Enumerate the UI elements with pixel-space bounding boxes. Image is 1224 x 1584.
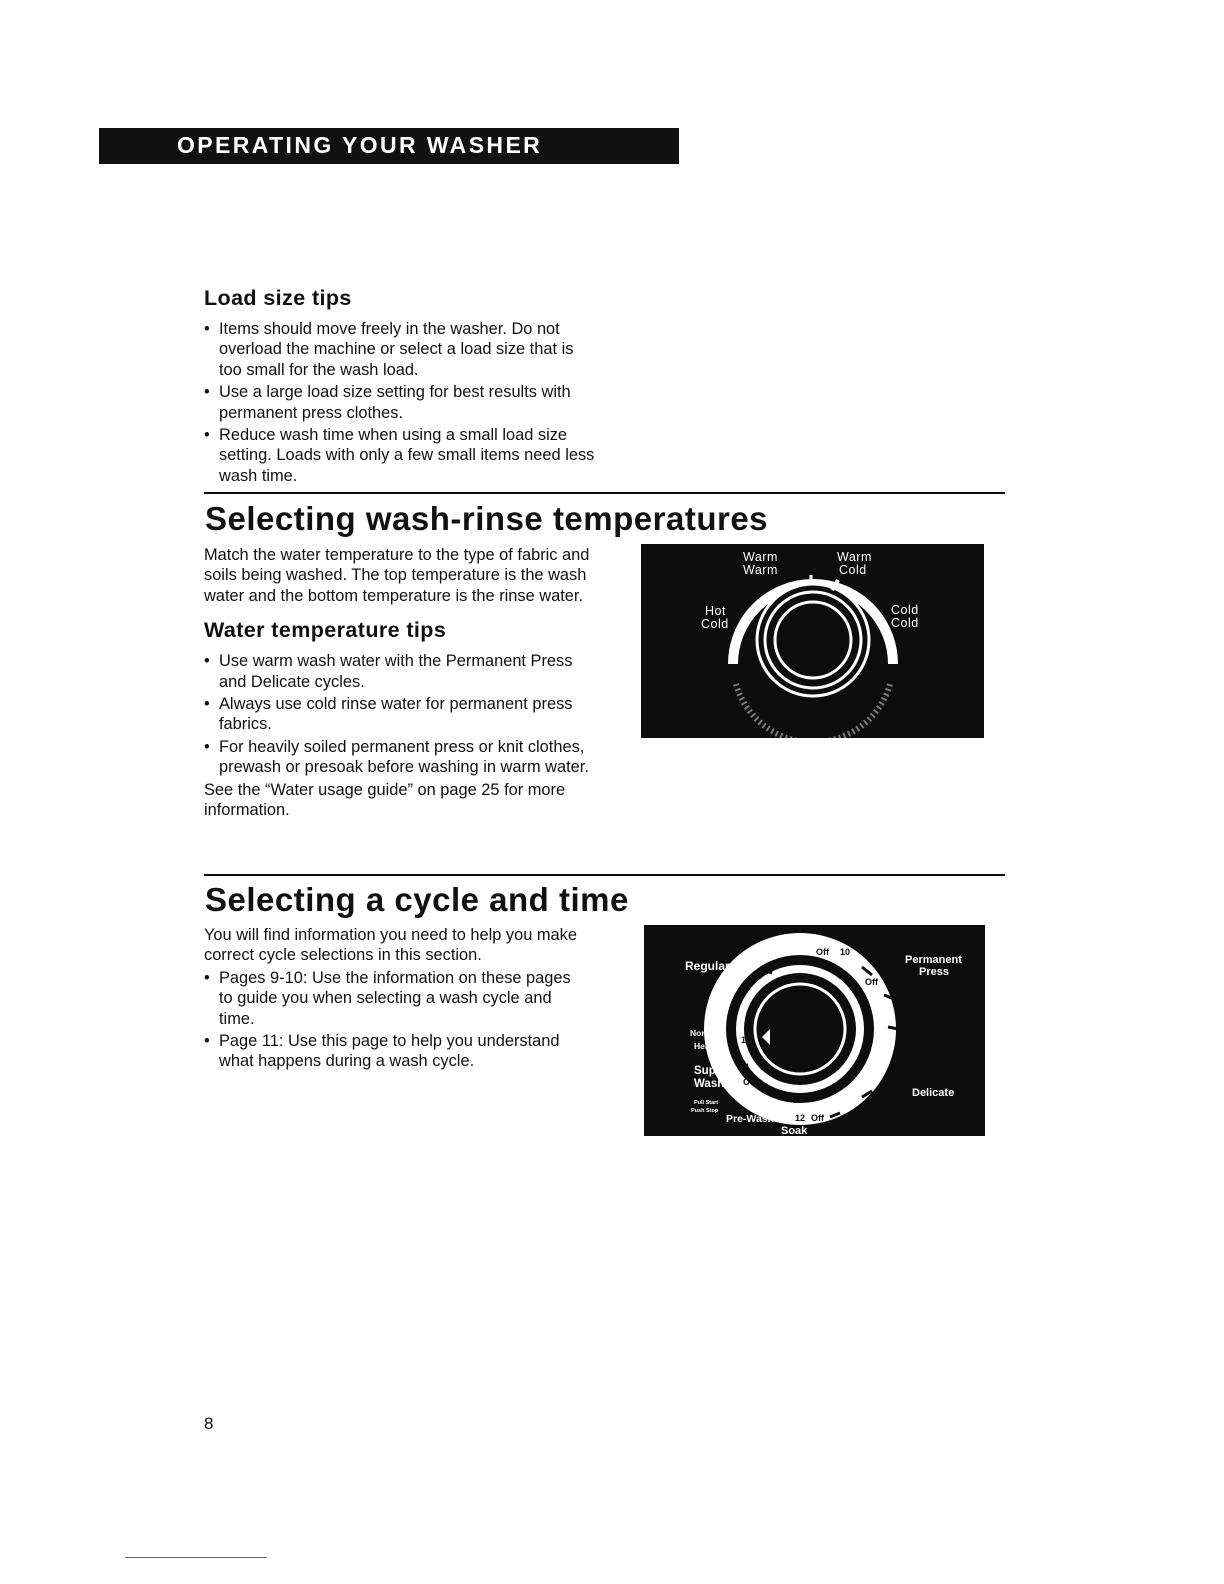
section-divider bbox=[204, 492, 1005, 494]
dial-mark: Off bbox=[743, 1077, 756, 1087]
cycle-intro: You will find information you need to help you make correct cycle selections in this section. bbox=[204, 926, 577, 965]
section-divider bbox=[204, 874, 1005, 876]
load-size-tips-section bbox=[204, 286, 624, 488]
dial-label-super: Super bbox=[694, 1065, 727, 1077]
list-item: • Use a large load size setting for best results with permanent press clothes. bbox=[204, 382, 599, 423]
dial-label-warm-warm-1: Warm bbox=[743, 550, 778, 564]
dial-label-hot-cold-2: Cold bbox=[701, 617, 729, 631]
cycle-heading: Selecting a cycle and time bbox=[205, 881, 629, 918]
list-item: • Always use cold rinse water for permanent press fabrics. bbox=[204, 694, 604, 735]
cycle-text-column bbox=[204, 925, 604, 1074]
water-temp-tips-heading: Water temperature tips bbox=[204, 618, 447, 643]
dial-label-warm-warm-2: Warm bbox=[743, 563, 778, 577]
dial-label-warm-cold-1: Warm bbox=[837, 550, 872, 564]
dial-tick bbox=[888, 1027, 898, 1029]
dial-label-cold-cold-1: Cold bbox=[891, 603, 919, 617]
section-header-bar bbox=[99, 128, 679, 164]
dial-label-cold-cold-2: Cold bbox=[891, 616, 919, 630]
water-temp-tips-list bbox=[204, 651, 604, 777]
dial-mark: Off bbox=[865, 977, 878, 987]
list-item: • Use warm wash water with the Permanent Press and Delicate cycles. bbox=[204, 651, 604, 692]
cycle-tips-list bbox=[204, 968, 584, 1072]
dial-label-warm-cold-2: Cold bbox=[839, 563, 867, 577]
dial-label-delicate: Delicate bbox=[912, 1087, 955, 1099]
section-header-title: OPERATING YOUR WASHER bbox=[177, 132, 543, 158]
load-size-tips-list bbox=[204, 319, 599, 486]
temps-intro: Match the water temperature to the type of fabric and soils being washed. The top temperature is the wash water and the bottom temperature is the rinse water. bbox=[204, 546, 590, 605]
footer-line bbox=[125, 1557, 267, 1558]
temperature-dial-panel bbox=[641, 544, 984, 738]
temps-heading: Selecting wash-rinse temperatures bbox=[205, 500, 769, 537]
dial-label-press: Press bbox=[919, 966, 949, 978]
dial-mark: Off bbox=[816, 947, 829, 957]
dial-label-push-stop: Push Stop bbox=[691, 1108, 719, 1114]
dial-label-regular: Regular bbox=[685, 959, 730, 973]
list-item: • Items should move freely in the washer. Do not overload the machine or select a load size that is too small for the wash load. bbox=[204, 319, 599, 380]
dial-label-pre-wash: Pre-Wash bbox=[726, 1113, 775, 1125]
list-item: • Page 11: Use this page to help you understand what happens during a wash cycle. bbox=[204, 1031, 584, 1072]
list-item: • Pages 9-10: Use the information on these pages to guide you when selecting a wash cycle and time. bbox=[204, 968, 584, 1029]
dial-mark: 2 bbox=[793, 1095, 799, 1105]
list-item: • For heavily soiled permanent press or knit clothes, prewash or presoak before washing in warm water. bbox=[204, 737, 604, 778]
dial-mark: 12 bbox=[795, 1113, 806, 1123]
dial-label-pull-start: Pull Start bbox=[694, 1100, 719, 1106]
temperature-dial-icon bbox=[641, 544, 984, 738]
dial-mark: Off bbox=[811, 1113, 824, 1123]
dial-label-permanent: Permanent bbox=[905, 954, 962, 966]
dial-mark: Off bbox=[902, 1047, 915, 1057]
dial-mark: 10 bbox=[840, 947, 851, 957]
dial-label-hot-cold-1: Hot bbox=[705, 604, 726, 618]
list-item: • Reduce wash time when using a small load size setting. Loads with only a few small items need less wash time. bbox=[204, 425, 599, 486]
page-number: 8 bbox=[204, 1414, 214, 1433]
cycle-dial-knob-center bbox=[755, 984, 845, 1074]
dial-mark: 14 bbox=[739, 1062, 750, 1072]
load-size-tips-heading: Load size tips bbox=[204, 286, 352, 310]
dial-label-normal: Normal bbox=[690, 1028, 720, 1038]
cycle-timer-dial-icon bbox=[644, 925, 985, 1136]
temps-text-column bbox=[204, 545, 604, 820]
dial-knob-center bbox=[775, 602, 851, 678]
dial-mark: 12 bbox=[741, 1035, 752, 1045]
dial-label-heavy: Heavy bbox=[694, 1041, 720, 1051]
dial-label-soak: Soak bbox=[781, 1125, 808, 1136]
cycle-dial-panel bbox=[644, 925, 985, 1136]
dial-mark: 6 bbox=[902, 1067, 908, 1077]
water-usage-note: See the “Water usage guide” on page 25 for more information. bbox=[204, 780, 566, 820]
dial-label-wash: Wash bbox=[694, 1078, 725, 1090]
